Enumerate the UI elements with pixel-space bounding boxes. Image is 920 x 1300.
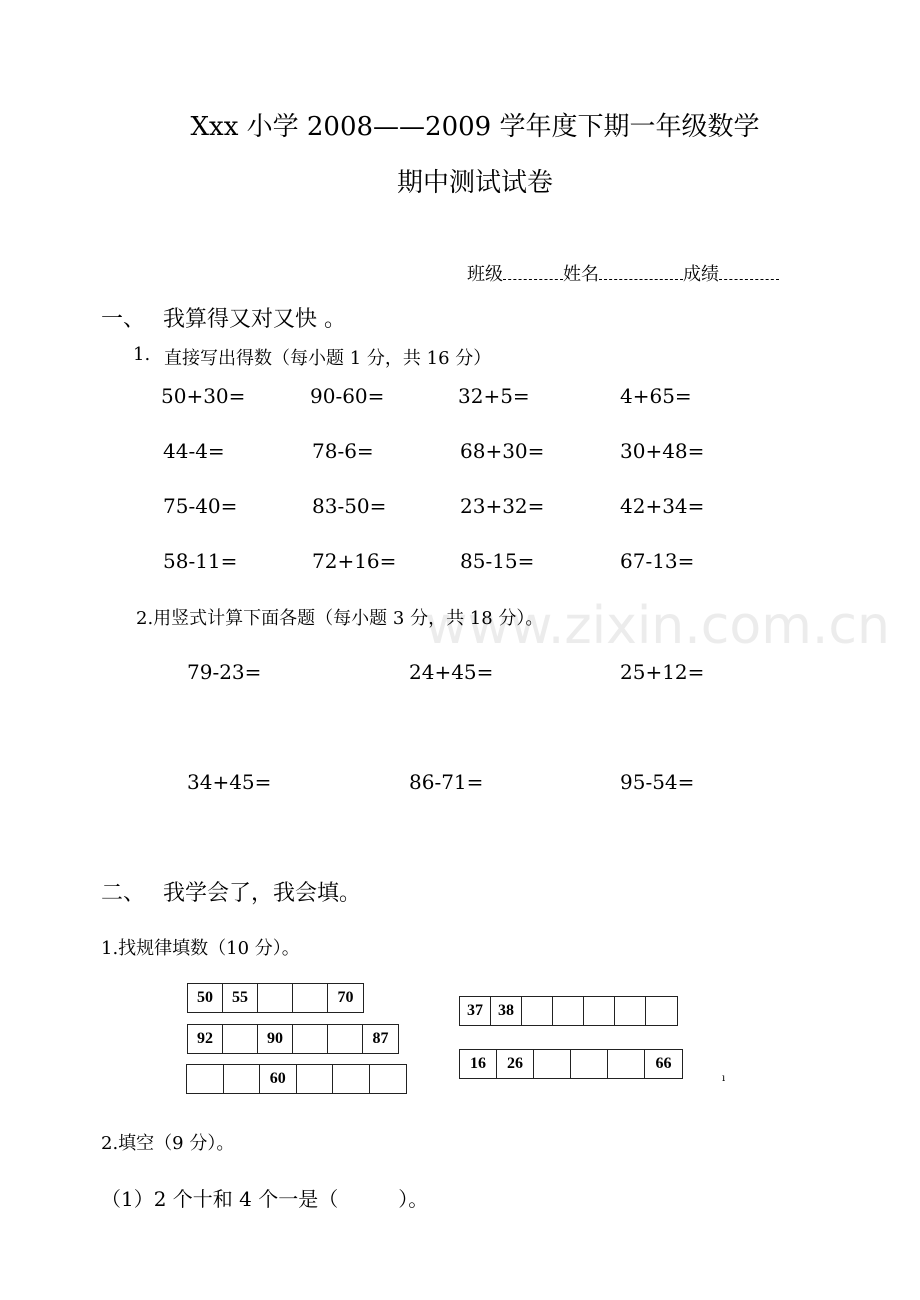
- problem: 32+5=: [458, 384, 530, 408]
- name-label: 姓名: [563, 264, 599, 285]
- section2-heading: 我学会了，我会填。: [163, 881, 362, 906]
- pattern-cell[interactable]: [608, 1050, 645, 1078]
- problem: 79-23=: [187, 660, 262, 684]
- pattern-cell: 92: [188, 1025, 223, 1053]
- problem: 78-6=: [312, 439, 374, 463]
- problem: 4+65=: [620, 384, 692, 408]
- stray-mark: ı: [722, 1073, 726, 1084]
- pattern-cell[interactable]: [224, 1065, 261, 1093]
- s2-q2-instruction: 2.填空（9 分）。: [101, 1133, 235, 1154]
- problem: 67-13=: [620, 549, 695, 573]
- section2-number: 二、: [101, 881, 146, 906]
- pattern-cell[interactable]: [293, 984, 328, 1012]
- pattern-cell[interactable]: [187, 1065, 224, 1093]
- q1-number: 1.: [133, 344, 151, 365]
- class-blank: [503, 263, 563, 280]
- pattern-cell[interactable]: [333, 1065, 370, 1093]
- pattern-row-5: [459, 1049, 683, 1079]
- pattern-cell[interactable]: [615, 997, 646, 1025]
- class-label: 班级: [467, 264, 503, 285]
- pattern-cell: 66: [655, 1055, 672, 1072]
- pattern-cell[interactable]: [646, 997, 677, 1025]
- watermark: www.zixin.com.cn: [425, 596, 890, 656]
- pattern-cell[interactable]: [328, 1025, 363, 1053]
- problem: 85-15=: [460, 549, 535, 573]
- pattern-cell: 50: [188, 984, 223, 1012]
- pattern-cell[interactable]: [297, 1065, 334, 1093]
- pattern-cell[interactable]: [258, 984, 293, 1012]
- problem: 86-71=: [409, 770, 484, 794]
- problem: 44-4=: [163, 439, 225, 463]
- pattern-cell[interactable]: [584, 997, 615, 1025]
- problem: 23+32=: [460, 494, 545, 518]
- problem: 83-50=: [312, 494, 387, 518]
- pattern-row-3: [186, 1064, 407, 1094]
- pattern-row-2: [187, 1024, 399, 1054]
- pattern-cell: 37: [460, 997, 491, 1025]
- problem: 34+45=: [187, 770, 272, 794]
- pattern-cell: 55: [223, 984, 258, 1012]
- pattern-cell[interactable]: [223, 1025, 258, 1053]
- pattern-row-4: [459, 996, 678, 1026]
- problem: 95-54=: [620, 770, 695, 794]
- problem: 58-11=: [163, 549, 238, 573]
- problem: 90-60=: [310, 384, 385, 408]
- pattern-cell: 90: [258, 1025, 293, 1053]
- problem: 68+30=: [460, 439, 545, 463]
- problem: 50+30=: [161, 384, 246, 408]
- pattern-cell[interactable]: [522, 997, 553, 1025]
- problem: 75-40=: [163, 494, 238, 518]
- exam-title-line1: Xxx 小学 2008——2009 学年度下期一年级数学: [190, 112, 760, 142]
- exam-title-line2: 期中测试试卷: [396, 168, 553, 198]
- pattern-cell: 87: [372, 1030, 389, 1047]
- q1-instruction: 直接写出得数（每小题 1 分，共 16 分）: [164, 348, 492, 369]
- section1-number: 一、: [101, 307, 146, 332]
- pattern-cell[interactable]: [370, 1065, 407, 1093]
- pattern-cell: 16: [460, 1050, 497, 1078]
- student-info-line: [467, 260, 779, 286]
- pattern-cell: 38: [491, 997, 522, 1025]
- section1-heading: 我算得又对又快 。: [163, 307, 346, 332]
- score-blank: [719, 263, 779, 280]
- pattern-cell[interactable]: [293, 1025, 328, 1053]
- pattern-cell[interactable]: [534, 1050, 571, 1078]
- pattern-cell: 60: [260, 1065, 297, 1093]
- pattern-row-1: [187, 983, 364, 1013]
- s2-q1-instruction: 1.找规律填数（10 分）。: [101, 938, 300, 959]
- pattern-cell: 26: [497, 1050, 534, 1078]
- q2-instruction: 2.用竖式计算下面各题（每小题 3 分，共 18 分）。: [136, 608, 544, 629]
- pattern-cell: 70: [337, 989, 354, 1006]
- score-label: 成绩: [683, 264, 719, 285]
- problem: 72+16=: [312, 549, 397, 573]
- pattern-cell[interactable]: [553, 997, 584, 1025]
- problem: 30+48=: [620, 439, 705, 463]
- problem: 25+12=: [620, 660, 705, 684]
- problem: 24+45=: [409, 660, 494, 684]
- problem: 42+34=: [620, 494, 705, 518]
- fill-blank-item-1: （1）2 个十和 4 个一是（ ）。: [101, 1187, 429, 1211]
- pattern-cell[interactable]: [571, 1050, 608, 1078]
- name-blank: [599, 263, 683, 280]
